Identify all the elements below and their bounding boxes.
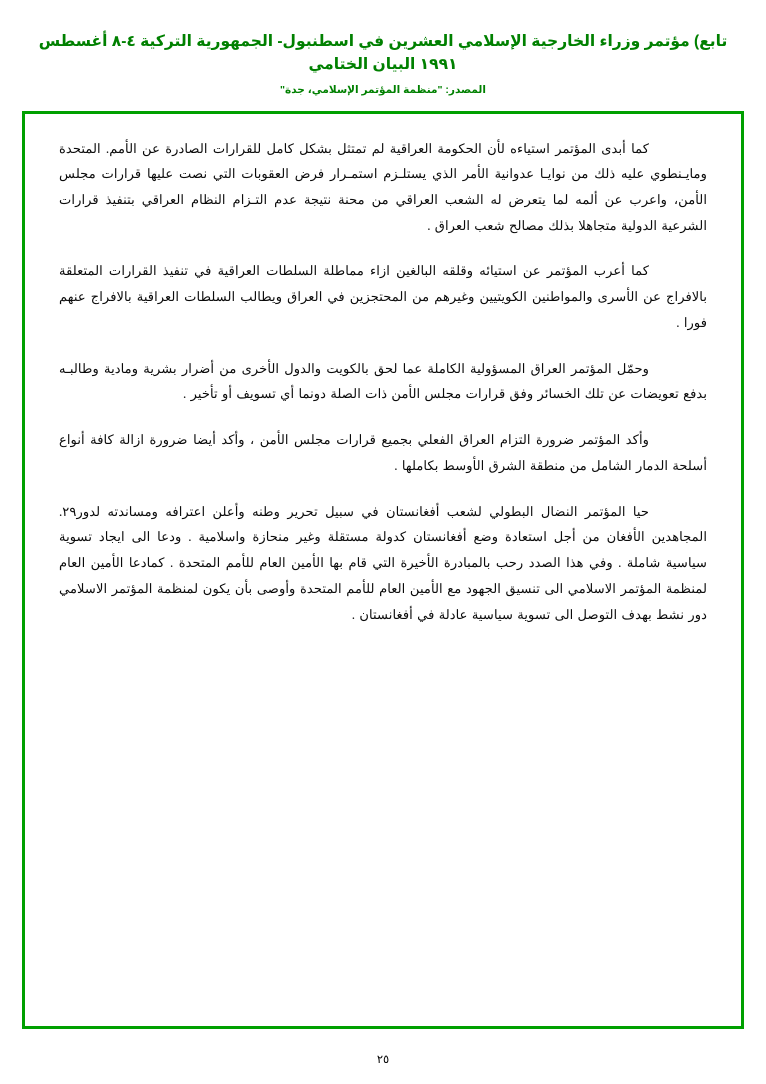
paragraph [59,258,707,335]
paragraph-text: كما أبدى المؤتمر استياءه لأن الحكومة العراقية لم تمتثل بشكل كامل للقرارات الصادرة عن الأمم. المتحدة ومايـنطوي عليه ذلك من نوايـا عدوانية الأمر الذي يستلـزم استمـرار فرض العقوبات التي نصت عليها قرارات مجلس الأمن، واعرب عن ألمه لما يتعرض له الشعب العراقي من محنة نتيجة عدم التـزام النظام العراقي بتنفيذ قرارات الشرعية الدولية متجاهلا بذلك مصالح شعب العراق . [59,140,707,233]
paragraph-text: وحمّل المؤتمر العراق المسؤولية الكاملة عما لحق بالكويت والدول الأخرى من أضرار بشرية ومادية وطالبـه بدفع تعويضات عن تلك الخسائر وفق قرارات مجلس الأمن ذات الصلة دونما أي تسويف أو تأخير . [59,360,707,402]
content-body [25,114,741,638]
page-footer [0,1052,766,1066]
content-frame [22,111,744,1029]
page-title: تابع) مؤتمر وزراء الخارجية الإسلامي العشرين في اسطنبول- الجمهورية التركية ٤-٨ أغسطس ١٩٩١ البيان الختامي [38,33,728,74]
numbered-paragraph [59,499,707,628]
paragraph-number: ٢٩. [59,503,77,519]
paragraph [59,136,707,239]
paragraph-text: كما أعرب المؤتمر عن استيائه وقلقه البالغين ازاء مماطلة السلطات العراقية في تنفيذ القرارات المتعلقة بالافراج عن الأسرى والمواطنين الكويتيين وغيرهم من المحتجزين في العراق ويطالب السلطات العراقية بالافراج عنهم فورا . [59,263,707,330]
paragraph-text: وأكد المؤتمر ضرورة التزام العراق الفعلي بجميع قرارات مجلس الأمن ، وأكد أيضا ضرورة ازالة كافة أنواع أسلحة الدمار الشامل من منطقة الشرق الأوسط بكاملها . [59,432,707,473]
source-line: المصدر: "منظمة المؤتمر الإسلامي، جدة" [280,83,486,96]
paragraph-text: حيا المؤتمر النضال البطولي لشعب أفغانستان في سبيل تحرير وطنه وأعلن اعترافه ومساندته لدور المجاهدين الأفغان من أجل استعادة وضع أفغانستان كدولة مستقلة وغير منحازة واسلامية . ودعا الى ايجاد تسوية سياسية شاملة . وفي هذا الصدد رحب بالمبادرة الأخيرة التي قام بها الأمين العام للأمم المتحدة . كمادعا الأمين العام لمنظمة المؤتمر الاسلامي الى تنسيق الجهود مع الأمين العام للأمم المتحدة وأوصى بأن يكون لمنظمة المؤتمر الاسلامي دور نشط بهدف التوصل الى تسوية سياسية عادلة في أفغانستان . [59,503,707,622]
page-header [0,0,766,96]
paragraph [59,427,707,478]
page-number: ٢٥ [376,1054,390,1066]
paragraph [59,356,707,407]
